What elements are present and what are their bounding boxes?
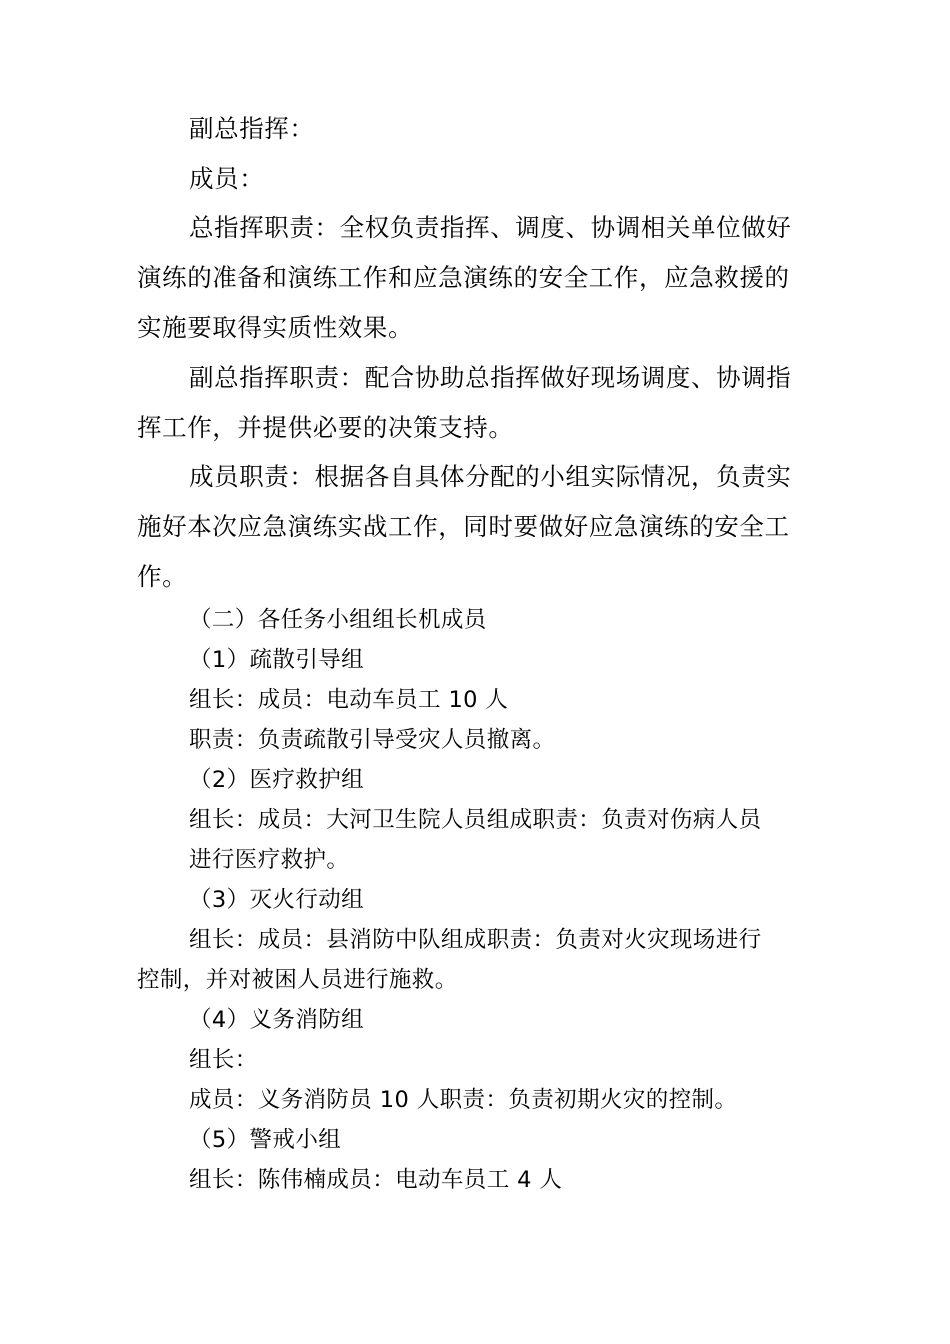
group-4-heading: （4）义务消防组	[189, 1007, 365, 1033]
group-3-heading: （3）灭火行动组	[189, 887, 365, 913]
group-5-leader-line: 组长：陈伟楠成员：电动车员工 4 人	[189, 1167, 563, 1193]
group-1-duty-line: 职责：负责疏散引导受灾人员撤离。	[189, 727, 556, 753]
group-1-heading: （1）疏散引导组	[189, 647, 365, 673]
group-4-leader-line: 组长：	[189, 1047, 258, 1073]
group-3-leader-line-2: 控制，并对被困人员进行施救。	[137, 967, 458, 993]
members-line: 成员：	[189, 164, 265, 193]
vice-commander-duty-line-2: 挥工作，并提供必要的决策支持。	[137, 413, 514, 442]
group-5-heading: （5）警戒小组	[189, 1127, 342, 1153]
group-1-leader-line: 组长：成员：电动车员工 10 人	[189, 687, 509, 713]
group-4-members-line: 成员：义务消防员 10 人职责：负责初期火灾的控制。	[189, 1087, 738, 1113]
member-duty-line-1: 成员职责：根据各自具体分配的小组实际情况，负责实	[189, 462, 792, 491]
vice-commander-line: 副总指挥：	[189, 114, 315, 143]
group-2-leader-line-2: 进行医疗救护。	[189, 847, 350, 873]
member-duty-line-2: 施好本次应急演练实战工作，同时要做好应急演练的安全工	[137, 512, 790, 541]
section-heading: （二）各任务小组组长机成员	[189, 607, 487, 633]
commander-duty-line-3: 实施要取得实质性效果。	[137, 313, 414, 342]
member-duty-line-3: 作。	[137, 562, 188, 591]
group-2-heading: （2）医疗救护组	[189, 767, 365, 793]
commander-duty-line-1: 总指挥职责：全权负责指挥、调度、协调相关单位做好	[189, 213, 792, 242]
group-2-leader-line-1: 组长：成员：大河卫生院人员组成职责：负责对伤病人员	[189, 807, 762, 833]
group-3-leader-line-1: 组长：成员：县消防中队组成职责：负责对火灾现场进行	[189, 927, 762, 953]
vice-commander-duty-line-1: 副总指挥职责：配合协助总指挥做好现场调度、协调指	[189, 363, 792, 392]
commander-duty-line-2: 演练的准备和演练工作和应急演练的安全工作，应急救援的	[137, 263, 790, 292]
